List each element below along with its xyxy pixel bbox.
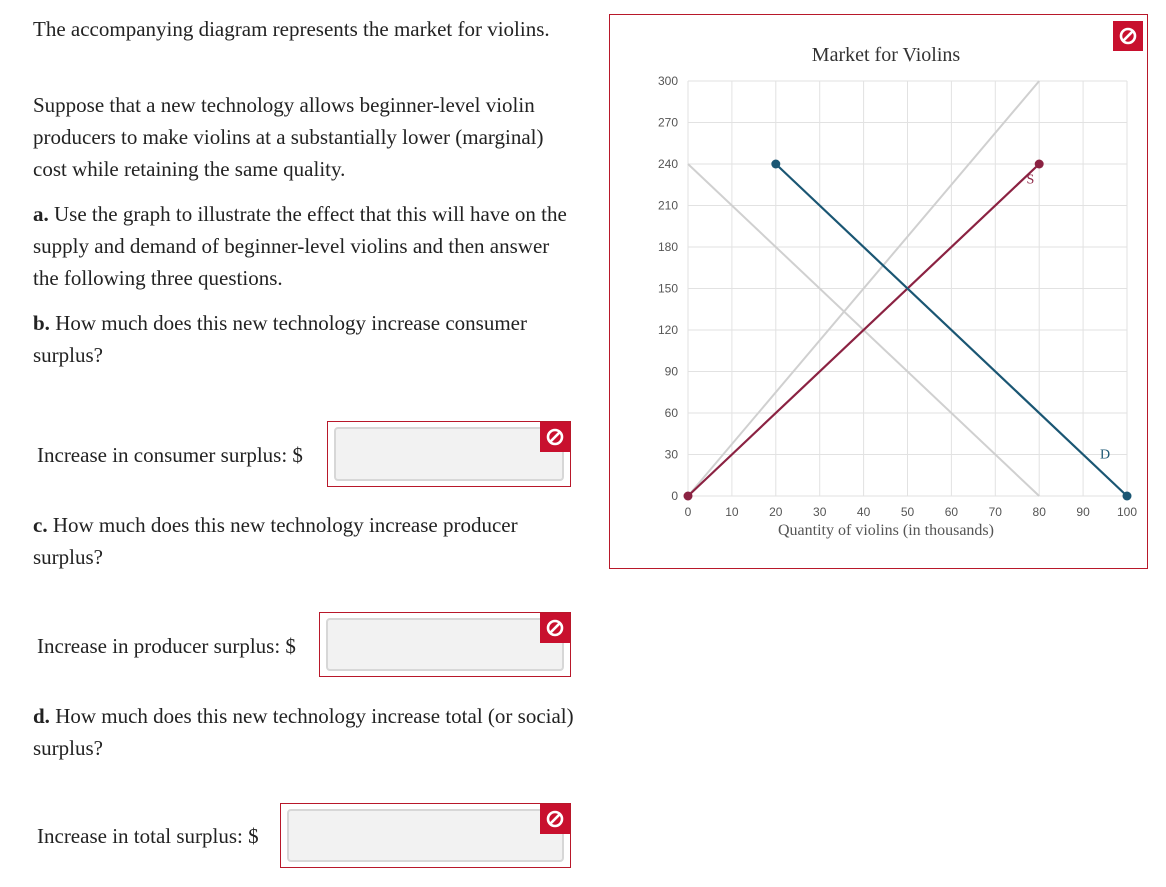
question-a-letter: a. [33,202,49,226]
question-d [33,700,578,764]
question-d-text: How much does this new technology increase total (or social) surplus? [33,704,574,760]
consumer-surplus-field [327,421,571,487]
blocked-icon [545,427,565,447]
scenario: Suppose that a new technology allows beginner-level violin producers to make violins at a substantially lower (marginal) cost while retaining the same quality. [33,93,544,181]
question-b [33,307,578,371]
x-tick-label: 80 [1032,505,1046,519]
question-b-text: How much does this new technology increase consumer surplus? [33,311,527,367]
x-tick-label: 100 [1116,505,1138,519]
producer-surplus-incorrect-badge [540,613,570,643]
chart-title: Market for Violins [811,44,961,66]
y-tick-label: 240 [657,157,678,171]
question-a [33,198,578,294]
x-tick-label: 60 [944,505,959,519]
blocked-icon [1118,26,1138,46]
x-tick-label: 0 [684,505,692,519]
y-tick-label: 210 [657,198,678,213]
series-point-s [684,492,693,501]
y-tick-label: 180 [657,240,678,254]
total-surplus-label: Increase in total surplus: $ [37,824,259,848]
consumer-surplus-incorrect-badge [540,422,570,452]
chart-panel [609,14,1148,569]
x-tick-label: 90 [1076,505,1090,519]
x-tick-label: 70 [988,505,1002,519]
total-surplus-input[interactable] [287,809,564,862]
x-tick-label: 40 [856,505,871,519]
y-tick-label: 90 [664,364,678,379]
x-tick-label: 30 [813,505,827,519]
question-c [33,509,578,573]
chart-x-axis-label: Quantity of violins (in thousands) [778,522,994,539]
y-tick-label: 150 [657,281,678,296]
producer-surplus-field [319,612,571,677]
question-d-letter: d. [33,704,50,728]
chart-incorrect-badge [1113,21,1143,51]
producer-surplus-input[interactable] [326,618,564,671]
x-tick-label: 10 [725,505,739,519]
scenario-text [33,89,573,185]
y-tick-label: 300 [657,74,678,88]
y-tick-label: 30 [664,447,678,462]
supply-curve-label: S [1026,172,1035,188]
y-tick-label: 60 [664,406,678,420]
y-tick-label: 0 [671,489,678,503]
series-point-d [1123,492,1132,501]
series-point-s [1035,160,1044,169]
consumer-surplus-input[interactable] [334,427,564,481]
intro-text [33,13,553,45]
producer-surplus-label: Increase in producer surplus: $ [37,634,296,658]
total-surplus-incorrect-badge [540,804,570,834]
y-tick-label: 270 [657,115,678,130]
market-chart[interactable] [610,15,1147,568]
consumer-surplus-label: Increase in consumer surplus: $ [37,443,303,467]
question-c-text: How much does this new technology increase producer surplus? [33,513,518,569]
series-point-d [771,160,780,169]
demand-curve-label: D [1099,447,1111,463]
intro: The accompanying diagram represents the market for violins. [33,17,550,41]
blocked-icon [545,618,565,638]
blocked-icon [545,809,565,829]
x-tick-label: 20 [769,505,783,519]
question-c-letter: c. [33,513,48,537]
question-a-text: Use the graph to illustrate the effect that this will have on the supply and demand of beginner-level violins and then answer the following three questions. [33,202,567,290]
x-tick-label: 50 [900,505,915,519]
question-b-letter: b. [33,311,50,335]
y-tick-label: 120 [657,323,678,337]
total-surplus-field [280,803,571,868]
